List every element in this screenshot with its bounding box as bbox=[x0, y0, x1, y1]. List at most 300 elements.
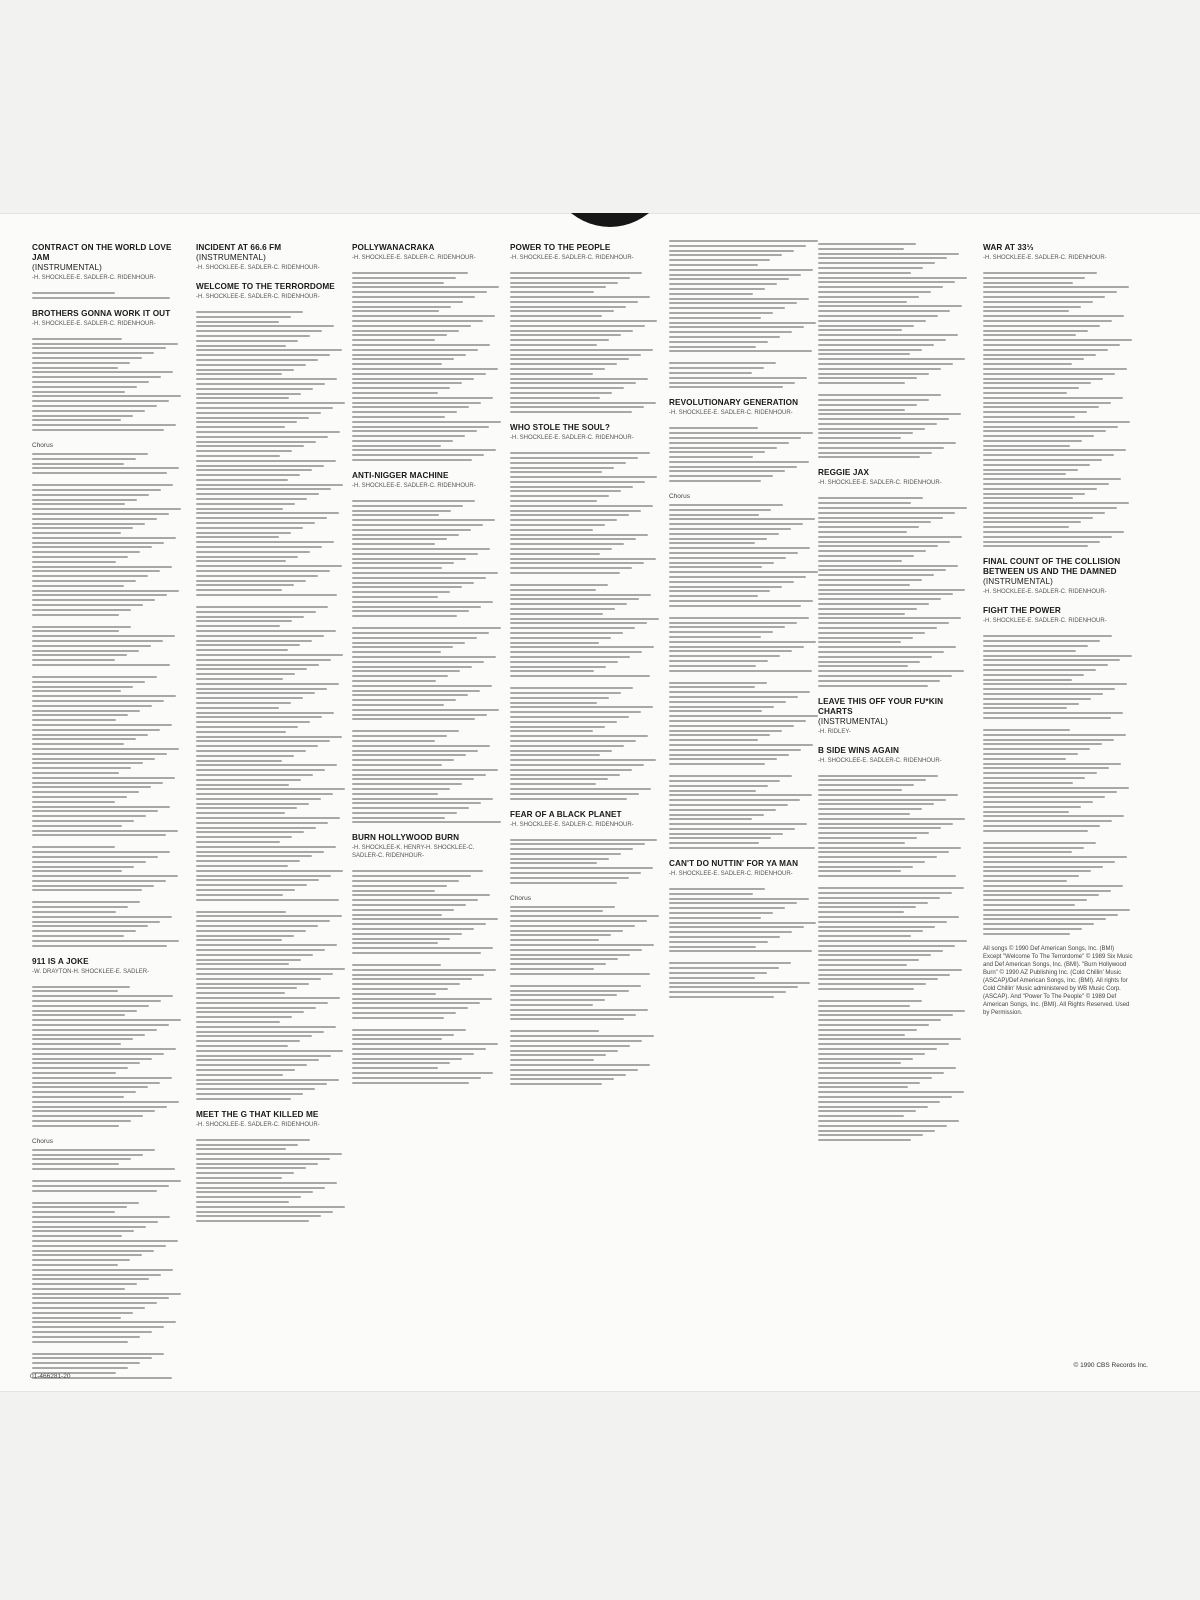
lyric-line bbox=[32, 376, 161, 378]
lyric-line bbox=[196, 911, 286, 913]
lyric-line bbox=[510, 618, 659, 620]
lyric-line bbox=[352, 430, 477, 432]
lyric-line bbox=[352, 416, 445, 418]
lyric-line bbox=[818, 847, 961, 849]
lyric-line bbox=[196, 493, 319, 495]
lyric-line bbox=[196, 846, 336, 848]
lyrics-column-3 bbox=[352, 243, 502, 1094]
lyric-line bbox=[32, 484, 173, 486]
lyric-line bbox=[196, 1206, 345, 1208]
lyric-line bbox=[669, 456, 753, 458]
lyric-line bbox=[196, 1083, 327, 1085]
lyric-line bbox=[32, 1072, 116, 1074]
lyric-line bbox=[818, 353, 910, 355]
lyric-line bbox=[818, 675, 952, 677]
lyric-line bbox=[510, 598, 639, 600]
lyric-line bbox=[196, 335, 310, 337]
lyric-line bbox=[818, 320, 926, 322]
lyric-line bbox=[818, 1134, 923, 1136]
lyric-line bbox=[983, 820, 1112, 822]
lyric-line bbox=[196, 678, 283, 680]
lyric-line bbox=[32, 1010, 137, 1012]
lyric-line bbox=[196, 616, 304, 618]
lyric-line bbox=[352, 435, 465, 437]
lyric-line bbox=[669, 518, 815, 520]
lyric-line bbox=[510, 291, 594, 293]
lyric-line bbox=[818, 870, 901, 872]
lyric-line bbox=[32, 338, 122, 340]
lyric-line bbox=[32, 690, 121, 692]
lyric-line bbox=[669, 528, 791, 530]
lyric-line bbox=[196, 556, 298, 558]
lyric-line bbox=[196, 1031, 324, 1033]
lyric-line bbox=[510, 301, 638, 303]
lyric-line bbox=[669, 442, 789, 444]
lyric-line bbox=[196, 668, 307, 670]
lyric-line bbox=[32, 609, 131, 611]
lyric-line bbox=[352, 558, 466, 560]
lyric-line bbox=[510, 670, 594, 672]
lyric-line bbox=[669, 650, 792, 652]
lyric-line bbox=[818, 253, 959, 255]
lyric-line bbox=[352, 798, 493, 800]
lyric-line bbox=[196, 764, 337, 766]
lyric-line bbox=[196, 736, 342, 738]
lyric-line bbox=[32, 590, 179, 592]
lyric-line bbox=[32, 594, 167, 596]
lyric-line bbox=[196, 1088, 315, 1090]
song-title: 911 IS A JOKE bbox=[32, 956, 89, 966]
lyric-line bbox=[196, 978, 321, 980]
lyric-line bbox=[669, 367, 764, 369]
lyric-line bbox=[669, 794, 812, 796]
lyric-line bbox=[32, 1221, 158, 1223]
lyric-line bbox=[32, 640, 163, 642]
lyric-line bbox=[196, 784, 289, 786]
songwriter-credits: -H. SHOCKLEE-E. SADLER-C. RIDENHOUR- bbox=[510, 435, 634, 442]
lyric-line bbox=[510, 363, 617, 365]
lyric-line bbox=[352, 947, 493, 949]
lyric-line bbox=[669, 842, 759, 844]
lyric-line bbox=[983, 856, 1127, 858]
songwriter-credits: -H. SHOCKLEE-E. SADLER-C. RIDENHOUR- bbox=[352, 255, 476, 261]
lyric-line bbox=[669, 902, 797, 904]
lyric-line bbox=[818, 818, 965, 820]
song-section bbox=[196, 282, 346, 1100]
lyric-line bbox=[510, 1040, 642, 1042]
lyric-line bbox=[669, 655, 780, 657]
lyric-line bbox=[669, 533, 779, 535]
lyric-line bbox=[510, 589, 596, 591]
lyric-line bbox=[818, 603, 929, 605]
lyric-line bbox=[196, 884, 307, 886]
lyric-line bbox=[818, 296, 919, 298]
lyric-line bbox=[983, 545, 1088, 547]
lyric-line bbox=[983, 473, 1066, 475]
lyric-line bbox=[983, 517, 1093, 519]
lyric-line bbox=[818, 799, 946, 801]
lyric-line bbox=[32, 1101, 179, 1103]
lyric-verse bbox=[32, 484, 182, 616]
lyric-line bbox=[32, 386, 137, 388]
lyric-line bbox=[32, 467, 179, 469]
lyric-line bbox=[818, 656, 932, 658]
lyric-line bbox=[983, 349, 1108, 351]
lyric-line bbox=[983, 909, 1130, 911]
song-section bbox=[32, 957, 182, 1379]
lyric-line bbox=[669, 917, 761, 919]
lyric-line bbox=[196, 827, 316, 829]
lyric-line bbox=[983, 469, 1078, 471]
lyric-line bbox=[196, 973, 333, 975]
lyric-line bbox=[352, 754, 466, 756]
lyric-line bbox=[32, 1034, 145, 1036]
lyric-line bbox=[818, 310, 950, 312]
lyric-verse bbox=[510, 584, 660, 677]
songwriter-credits: -H. SHOCKLEE-E. SADLER-C. RIDENHOUR- bbox=[32, 275, 156, 281]
lyric-line bbox=[352, 449, 496, 451]
lyric-line bbox=[983, 796, 1105, 798]
lyric-verse bbox=[510, 1030, 660, 1085]
lyric-verse bbox=[352, 500, 502, 617]
lyric-line bbox=[818, 1139, 911, 1141]
lyric-line bbox=[510, 939, 599, 941]
lyric-line bbox=[352, 774, 486, 776]
lyric-line bbox=[32, 686, 133, 688]
lyric-line bbox=[352, 817, 445, 819]
lyric-line bbox=[352, 1012, 456, 1014]
lyric-line bbox=[32, 1106, 167, 1108]
song-subtitle: (INSTRUMENTAL) bbox=[818, 716, 888, 726]
lyric-line bbox=[669, 346, 756, 348]
lyric-verse bbox=[669, 240, 819, 352]
lyric-line bbox=[32, 566, 172, 568]
lyric-line bbox=[32, 604, 143, 606]
lyric-line bbox=[352, 325, 471, 327]
lyric-line bbox=[352, 1002, 480, 1004]
lyric-line bbox=[669, 317, 761, 319]
lyric-line bbox=[352, 296, 475, 298]
lyric-line bbox=[196, 364, 306, 366]
lyric-verse bbox=[352, 870, 502, 954]
lyric-line bbox=[196, 484, 343, 486]
lyric-line bbox=[818, 291, 931, 293]
lyric-line bbox=[32, 990, 118, 992]
lyric-line bbox=[510, 1030, 599, 1032]
lyric-line bbox=[32, 767, 131, 769]
lyric-line bbox=[818, 887, 964, 889]
lyric-line bbox=[32, 791, 139, 793]
song-title: REGGIE JAX bbox=[818, 468, 870, 478]
lyric-line bbox=[510, 721, 617, 723]
lyric-line bbox=[818, 1014, 953, 1016]
lyric-line bbox=[669, 986, 798, 988]
lyric-line bbox=[196, 488, 331, 490]
lyric-line bbox=[510, 853, 621, 855]
lyric-verse bbox=[510, 272, 660, 413]
lyric-line bbox=[352, 397, 493, 399]
lyric-line bbox=[983, 683, 1127, 685]
lyric-line bbox=[510, 548, 612, 550]
lyric-line bbox=[196, 860, 300, 862]
lyric-verse bbox=[818, 394, 968, 458]
lyric-line bbox=[818, 1019, 941, 1021]
lyric-line bbox=[196, 692, 315, 694]
lyric-line bbox=[818, 409, 905, 411]
lyric-line bbox=[32, 1086, 148, 1088]
lyric-line bbox=[196, 760, 282, 762]
lyric-line bbox=[983, 904, 1075, 906]
lyric-line bbox=[818, 267, 923, 269]
lyric-line bbox=[32, 1336, 140, 1338]
lyric-line bbox=[32, 1357, 152, 1359]
lyric-line bbox=[983, 851, 1072, 853]
lyric-line bbox=[983, 421, 1130, 423]
lyric-line bbox=[510, 505, 653, 507]
lyric-line bbox=[510, 1083, 602, 1085]
lyric-line bbox=[510, 397, 600, 399]
lyric-line bbox=[196, 378, 337, 380]
lyric-line bbox=[352, 534, 459, 536]
lyric-line bbox=[510, 476, 657, 478]
lyric-line bbox=[196, 441, 316, 443]
lyric-line bbox=[510, 973, 650, 975]
lyric-verse bbox=[669, 427, 819, 482]
lyric-line bbox=[196, 939, 282, 941]
lyric-line bbox=[669, 341, 768, 343]
lyric-verse bbox=[669, 682, 819, 766]
lyric-line bbox=[669, 691, 810, 693]
lyric-line bbox=[32, 463, 124, 465]
lyric-line bbox=[352, 759, 454, 761]
lyric-line bbox=[818, 363, 953, 365]
lyric-line bbox=[669, 245, 806, 247]
lyric-line bbox=[983, 669, 1096, 671]
lyric-line bbox=[818, 608, 917, 610]
lyric-line bbox=[818, 277, 967, 279]
lyric-line bbox=[196, 817, 340, 819]
lyric-line bbox=[32, 1062, 140, 1064]
lyric-line bbox=[32, 1053, 164, 1055]
lyric-line bbox=[669, 447, 777, 449]
lyric-line bbox=[669, 734, 770, 736]
songwriter-credits: -H. SHOCKLEE-E. SADLER-C. RIDENHOUR- bbox=[669, 871, 793, 878]
lyric-line bbox=[510, 730, 593, 732]
lyric-line bbox=[818, 1053, 925, 1055]
lyric-line bbox=[983, 320, 1112, 322]
lyric-line bbox=[352, 1034, 454, 1036]
lyric-verse bbox=[510, 452, 660, 574]
lyric-line bbox=[196, 875, 331, 877]
lyric-line bbox=[196, 1139, 310, 1141]
lyric-line bbox=[818, 368, 941, 370]
lyric-line bbox=[818, 803, 934, 805]
lyric-line bbox=[196, 930, 306, 932]
lyric-line bbox=[32, 1288, 125, 1290]
song-section bbox=[818, 243, 968, 458]
lyric-line bbox=[196, 688, 327, 690]
lyric-line bbox=[818, 779, 926, 781]
lyric-line bbox=[510, 452, 650, 454]
lyric-line bbox=[32, 1250, 154, 1252]
lyric-verse bbox=[32, 338, 182, 431]
lyric-line bbox=[669, 586, 782, 588]
lyric-line bbox=[510, 534, 648, 536]
lyric-line bbox=[196, 421, 297, 423]
lyric-line bbox=[818, 827, 941, 829]
lyric-line bbox=[983, 497, 1073, 499]
lyric-verse bbox=[818, 497, 968, 686]
lyric-line bbox=[196, 321, 279, 323]
lyric-line bbox=[818, 1067, 956, 1069]
lyric-line bbox=[32, 1005, 149, 1007]
lyric-line bbox=[669, 626, 785, 628]
lyric-line bbox=[352, 310, 439, 312]
lyric-line bbox=[352, 1017, 444, 1019]
lyric-line bbox=[32, 1077, 172, 1079]
lyric-line bbox=[510, 702, 597, 704]
lyric-line bbox=[196, 517, 327, 519]
lyric-line bbox=[510, 1064, 650, 1066]
songwriter-credits: -H. SHOCKLEE-E. SADLER-C. RIDENHOUR- bbox=[352, 483, 476, 490]
lyric-line bbox=[818, 637, 913, 639]
lyric-line bbox=[983, 758, 1066, 760]
lyric-line bbox=[352, 783, 462, 785]
lyric-line bbox=[669, 377, 807, 379]
lyric-line bbox=[196, 1196, 301, 1198]
lyric-line bbox=[510, 949, 642, 951]
lyric-line bbox=[196, 935, 294, 937]
lyric-line bbox=[196, 565, 342, 567]
song-subtitle: (INSTRUMENTAL) bbox=[196, 253, 266, 262]
lyric-line bbox=[983, 512, 1105, 514]
lyric-line bbox=[669, 326, 804, 328]
lyric-line bbox=[818, 950, 943, 952]
lyric-line bbox=[196, 580, 306, 582]
lyric-line bbox=[510, 296, 650, 298]
lyric-verse bbox=[352, 964, 502, 1019]
lyric-line bbox=[352, 875, 471, 877]
lyric-line bbox=[669, 641, 816, 643]
lyric-line bbox=[818, 926, 935, 928]
songwriter-credits: -H. SHOCKLEE-E. SADLER-C. RIDENHOUR- bbox=[510, 821, 634, 828]
lyric-line bbox=[32, 343, 178, 345]
lyric-line bbox=[196, 359, 318, 361]
lyric-line bbox=[352, 426, 489, 428]
lyric-line bbox=[196, 455, 280, 457]
song-section bbox=[510, 810, 660, 1086]
lyric-line bbox=[510, 788, 651, 790]
lyric-line bbox=[983, 787, 1129, 789]
lyric-line bbox=[352, 632, 489, 634]
lyric-line bbox=[196, 983, 309, 985]
lyric-line bbox=[196, 822, 328, 824]
lyric-line bbox=[818, 823, 953, 825]
lyric-line bbox=[352, 514, 439, 516]
lyric-line bbox=[510, 558, 656, 560]
lyric-line bbox=[983, 847, 1084, 849]
lyric-line bbox=[352, 821, 501, 823]
song-section bbox=[818, 697, 968, 736]
lyric-line bbox=[32, 1038, 133, 1040]
song-title: MEET THE G THAT KILLED ME bbox=[196, 1109, 319, 1119]
lyric-line bbox=[32, 1115, 143, 1117]
lyric-verse bbox=[818, 775, 968, 878]
lyric-line bbox=[510, 843, 645, 845]
lyric-line bbox=[352, 1048, 486, 1050]
lyric-line bbox=[196, 702, 291, 704]
lyric-line bbox=[32, 1283, 137, 1285]
lyric-line bbox=[196, 340, 298, 342]
lyric-line bbox=[352, 524, 483, 526]
lyric-line bbox=[983, 791, 1117, 793]
lyric-line bbox=[32, 861, 146, 863]
lyric-line bbox=[818, 584, 910, 586]
lyric-line bbox=[32, 870, 122, 872]
lyric-line bbox=[352, 1058, 462, 1060]
lyric-line bbox=[32, 1149, 155, 1151]
song-title: CONTRACT ON THE WORLD LOVE JAM bbox=[32, 243, 172, 262]
lyric-line bbox=[669, 912, 773, 914]
lyric-line bbox=[510, 646, 654, 648]
lyric-line bbox=[510, 627, 635, 629]
lyric-line bbox=[983, 392, 1067, 394]
lyric-line bbox=[818, 344, 934, 346]
song-section bbox=[510, 423, 660, 799]
lyric-line bbox=[510, 1014, 636, 1016]
lyric-line bbox=[818, 1048, 937, 1050]
lyric-line bbox=[196, 644, 300, 646]
lyric-line bbox=[510, 716, 629, 718]
lyric-line bbox=[196, 1158, 330, 1160]
lyric-line bbox=[983, 748, 1090, 750]
lyric-line bbox=[32, 1245, 166, 1247]
lyric-line bbox=[32, 1254, 142, 1256]
lyric-line bbox=[669, 660, 768, 662]
lyric-line bbox=[510, 990, 629, 992]
lyric-line bbox=[32, 777, 175, 779]
lyric-line bbox=[983, 301, 1093, 303]
lyric-line bbox=[352, 880, 459, 882]
lyric-line bbox=[32, 367, 118, 369]
lyric-line bbox=[983, 890, 1111, 892]
vinyl-record-edge bbox=[540, 213, 680, 229]
lyric-line bbox=[818, 1034, 905, 1036]
lyric-line bbox=[352, 769, 498, 771]
lyric-line bbox=[510, 584, 608, 586]
lyric-line bbox=[32, 1048, 176, 1050]
lyric-line bbox=[510, 706, 653, 708]
lyric-line bbox=[510, 529, 593, 531]
lyric-line bbox=[32, 806, 170, 808]
lyric-line bbox=[196, 1079, 339, 1081]
lyric-line bbox=[818, 423, 937, 425]
song-section bbox=[32, 243, 182, 299]
lyric-line bbox=[818, 627, 937, 629]
lyric-line bbox=[669, 514, 759, 516]
lyric-line bbox=[32, 940, 179, 942]
lyric-line bbox=[669, 785, 768, 787]
lyric-line bbox=[196, 812, 285, 814]
lyric-line bbox=[510, 848, 633, 850]
lyric-line bbox=[510, 745, 624, 747]
song-title: WAR AT 33⅓ bbox=[983, 243, 1034, 252]
lyric-verse bbox=[669, 504, 819, 607]
lyric-line bbox=[196, 1002, 328, 1004]
lyric-line bbox=[818, 940, 967, 942]
lyric-line bbox=[818, 1096, 952, 1098]
lyric-line bbox=[983, 712, 1123, 714]
